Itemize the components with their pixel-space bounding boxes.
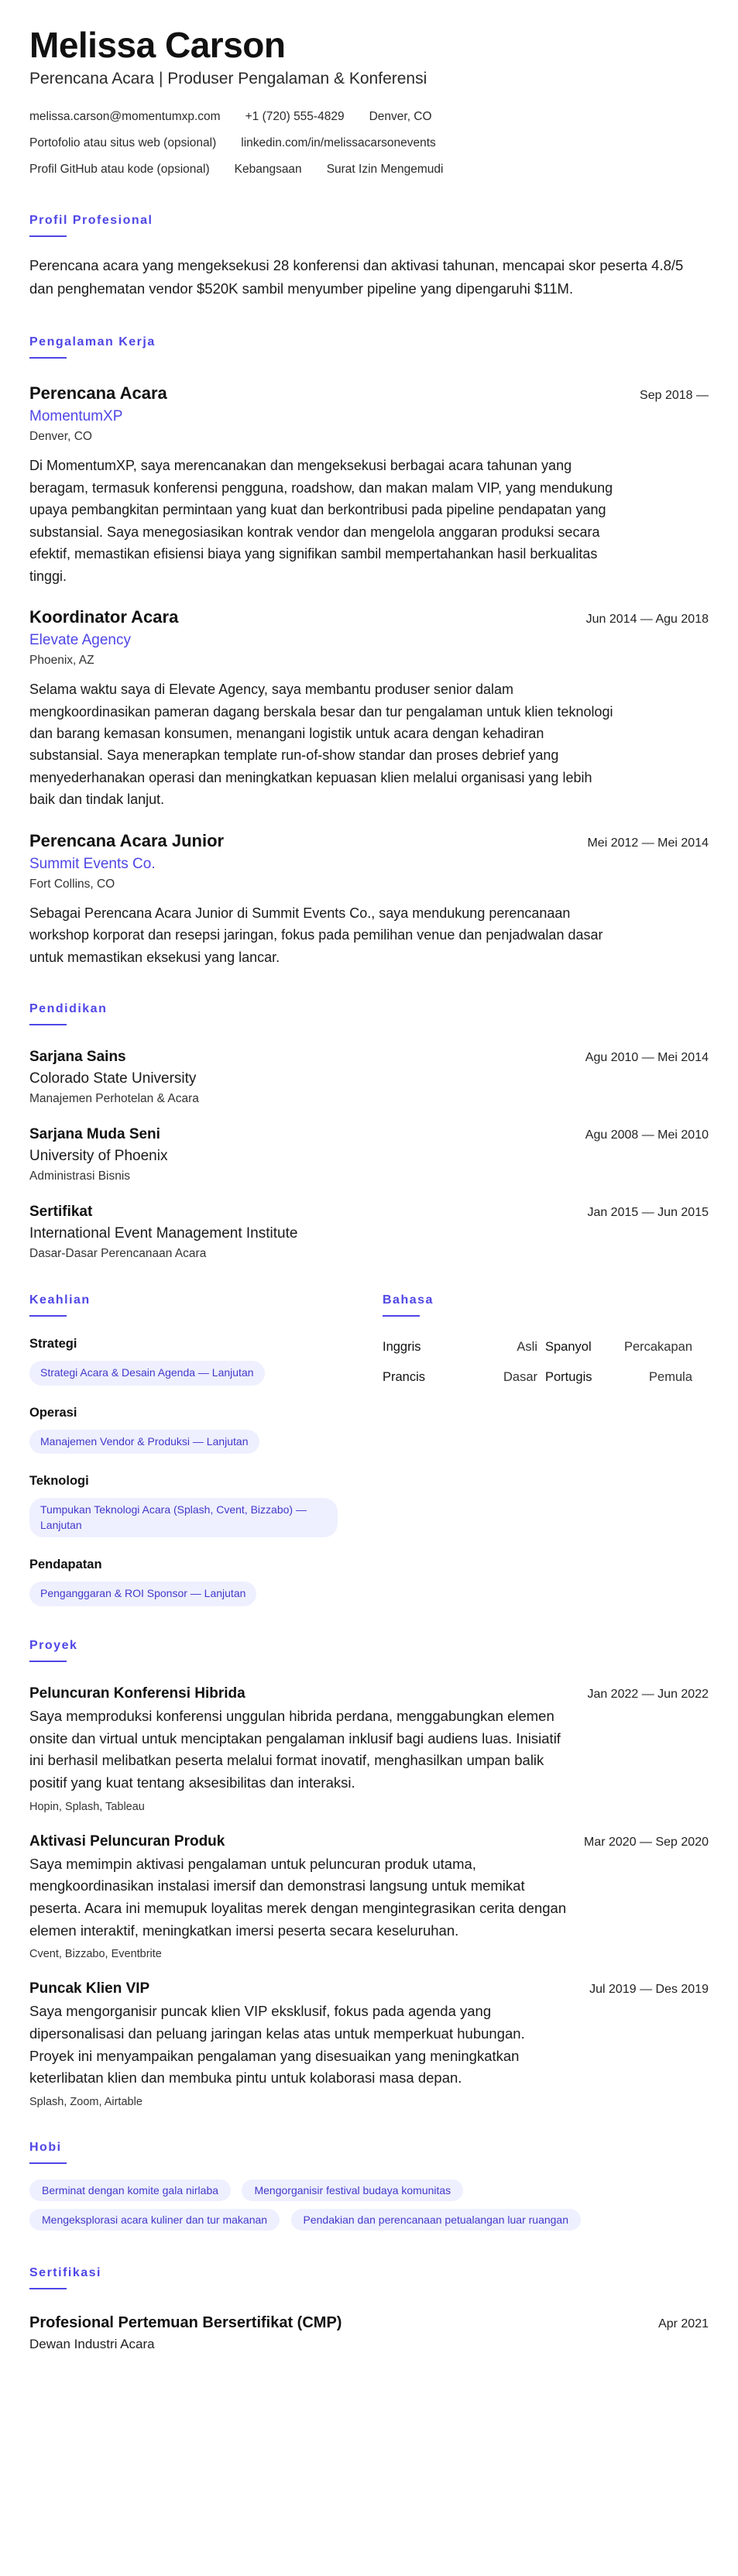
skills-section	[29, 1293, 355, 1606]
job-description: Sebagai Perencana Acara Junior di Summit Events Co., saya mendukung perencanaan workshop korporat dan resepsi jaringan, fokus pada pemilihan venue dan penjadwalan dasar untuk memastikan eksekusi yang lancar.	[29, 905, 603, 965]
project-description: Saya mengorganisir puncak klien VIP eksklusif, fokus pada agenda yang dipersonalisasi dan peluang jaringan kelas atas untuk memperkuat hubungan. Proyek ini menyampaikan pengalaman yang disesuaikan yang meningkatkan keterlibatan klien dan membuka pintu untuk kolaborasi masa depan.	[29, 2003, 525, 2087]
job-company: Elevate Agency	[29, 632, 131, 649]
job-entry	[29, 607, 709, 811]
hobby-chip: Mengorganisir festival budaya komunitas	[242, 2179, 463, 2201]
job-description: Di MomentumXP, saya merencanakan dan mengeksekusi berbagai acara tahunan yang beragam, termasuk konferensi pengguna, roadshow, dan makan malam VIP, yang mendukung upaya pembangkitan permintaan yang kuat dan berkontribusi pada pipeline pendapatan yang substansial. Saya menegosiasikan kontrak vendor dan mengelola anggaran produksi secara efektif, memastikan efisiensi biaya yang signifikan sambil mempertahankan hasil berkualitas tinggi.	[29, 458, 613, 584]
project-description: Saya memproduksi konferensi unggulan hibrida perdana, menggabungkan elemen onsite dan virtual untuk menciptakan pengalaman inklusif bagi audiens luas. Inisiatif ini berhasil melibatkan peserta melalui format inovatif, menghasilkan umpan balik positif yang kuat tentang aksesibilitas dan interaksi.	[29, 1708, 561, 1791]
language-name: Prancis	[383, 1370, 426, 1385]
section-divider	[29, 1315, 67, 1317]
experience-section	[29, 335, 709, 968]
certifications-heading: Sertifikasi	[29, 2266, 101, 2280]
hobby-chip: Mengeksplorasi acara kuliner dan tur makanan	[29, 2209, 280, 2231]
contact-row-2	[29, 136, 709, 150]
edu-degree: Sertifikat	[29, 1204, 93, 1221]
project-entry	[29, 1685, 709, 1813]
job-description: Selama waktu saya di Elevate Agency, saya membantu produser senior dalam mengkoordinasikan pameran dagang berskala besar dan tur pengalaman untuk klien teknologi dan barang kemasan konsumen, menangani logistik untuk acara dengan kehadiran substansial. Saya menerapkan template run-of-show standar dan proses debrief yang menyederhanakan operasi dan meningkatkan kepuasan klien melalui organisasi yang lebih baik dan tindak lanjut.	[29, 682, 613, 808]
language-level: Percakapan	[623, 1340, 692, 1355]
certifications-section	[29, 2266, 709, 2352]
project-dates: Mar 2020 — Sep 2020	[584, 1835, 709, 1849]
project-title: Peluncuran Konferensi Hibrida	[29, 1685, 245, 1702]
skills-languages-row	[29, 1293, 709, 1606]
project-dates: Jan 2022 — Jun 2022	[587, 1688, 709, 1702]
contact-nationality: Kebangsaan	[234, 163, 302, 177]
education-entry	[29, 1126, 709, 1183]
section-divider	[29, 357, 67, 359]
edu-dates: Agu 2008 — Mei 2010	[585, 1128, 709, 1142]
section-divider	[383, 1315, 420, 1317]
projects-heading: Proyek	[29, 1639, 78, 1653]
project-title: Puncak Klien VIP	[29, 1980, 150, 1997]
contact-linkedin[interactable]: linkedin.com/in/melissacarsonevents	[241, 136, 436, 150]
hobby-chip: Berminat dengan komite gala nirlaba	[29, 2179, 231, 2201]
skill-category: Pendapatan	[29, 1558, 102, 1572]
skill-category: Strategi	[29, 1337, 77, 1352]
skill-chip: Penganggaran & ROI Sponsor — Lanjutan	[29, 1582, 256, 1606]
hobby-chip: Pendakian dan perencanaan petualangan luar ruangan	[291, 2209, 582, 2231]
section-divider	[29, 2162, 67, 2164]
education-heading: Pendidikan	[29, 1002, 108, 1016]
contact-phone[interactable]: +1 (720) 555-4829	[245, 110, 345, 124]
project-entry	[29, 1833, 709, 1961]
section-divider	[29, 1661, 67, 1662]
skill-chip: Tumpukan Teknologi Acara (Splash, Cvent, Bizzabo) — Lanjutan	[29, 1498, 338, 1537]
project-dates: Jul 2019 — Des 2019	[589, 1983, 709, 1997]
project-tech: Splash, Zoom, Airtable	[29, 2096, 142, 2109]
job-location: Fort Collins, CO	[29, 877, 115, 891]
hobby-row	[29, 2179, 709, 2201]
summary-heading: Profil Profesional	[29, 214, 153, 228]
section-divider	[29, 2288, 67, 2289]
edu-field: Administrasi Bisnis	[29, 1170, 131, 1183]
project-entry	[29, 1980, 709, 2108]
contact-github[interactable]: Profil GitHub atau kode (opsional)	[29, 163, 210, 177]
skill-chip: Strategi Acara & Desain Agenda — Lanjutan	[29, 1361, 265, 1386]
edu-dates: Agu 2010 — Mei 2014	[585, 1051, 709, 1065]
candidate-title: Perencana Acara | Produser Pengalaman & Konferensi	[29, 70, 427, 88]
contact-portfolio[interactable]: Portofolio atau situs web (opsional)	[29, 136, 217, 150]
edu-school: Colorado State University	[29, 1070, 197, 1087]
job-company: Summit Events Co.	[29, 855, 156, 872]
project-description: Saya memimpin aktivasi pengalaman untuk peluncuran produk utama, mengkoordinasikan instalasi imersif dan demonstrasi langsung untuk memikat peserta. Acara ini memupuk loyalitas merek dengan mengintegrasikan cerita dengan elemen interaktif, meningkatkan imersi peserta secara keseluruhan.	[29, 1855, 567, 1939]
languages-grid	[383, 1340, 708, 1385]
hobbies-heading: Hobi	[29, 2141, 62, 2155]
contact-location: Denver, CO	[369, 110, 432, 124]
job-dates: Sep 2018 —	[640, 389, 709, 403]
education-entry	[29, 1049, 709, 1106]
language-name: Inggris	[383, 1340, 421, 1355]
summary-text: Perencana acara yang mengeksekusi 28 konferensi dan aktivasi tahunan, mencapai skor peserta 4.8/5 dan penghematan vendor $520K sambil menyumber pipeline yang dipengaruhi $11M.	[29, 257, 684, 297]
cert-title: Profesional Pertemuan Bersertifikat (CMP)	[29, 2314, 342, 2332]
languages-section	[383, 1293, 708, 1606]
skill-chip: Manajemen Vendor & Produksi — Lanjutan	[29, 1430, 259, 1455]
experience-heading: Pengalaman Kerja	[29, 335, 156, 349]
job-title: Perencana Acara	[29, 383, 167, 404]
edu-dates: Jan 2015 — Jun 2015	[587, 1206, 709, 1220]
cert-date: Apr 2021	[658, 2317, 709, 2331]
edu-school: International Event Management Institute	[29, 1225, 298, 1242]
job-location: Denver, CO	[29, 430, 92, 444]
job-dates: Jun 2014 — Agu 2018	[585, 613, 709, 627]
summary-section	[29, 214, 709, 300]
candidate-name: Melissa Carson	[29, 25, 286, 65]
hobby-row	[29, 2209, 709, 2231]
skill-category: Operasi	[29, 1405, 77, 1420]
job-title: Koordinator Acara	[29, 607, 179, 627]
job-company: MomentumXP	[29, 408, 123, 425]
job-entry	[29, 831, 709, 968]
cert-issuer: Dewan Industri Acara	[29, 2337, 155, 2352]
language-name: Spanyol	[545, 1340, 592, 1355]
section-divider	[29, 235, 67, 237]
project-tech: Cvent, Bizzabo, Eventbrite	[29, 1948, 162, 1961]
education-section	[29, 1002, 709, 1261]
section-divider	[29, 1024, 67, 1025]
contact-row-3	[29, 163, 709, 177]
projects-section	[29, 1639, 709, 2108]
language-level: Asli	[517, 1340, 537, 1355]
education-entry	[29, 1204, 709, 1261]
job-title: Perencana Acara Junior	[29, 830, 225, 850]
edu-degree: Sarjana Sains	[29, 1049, 126, 1066]
edu-field: Dasar-Dasar Perencanaan Acara	[29, 1247, 207, 1261]
skills-heading: Keahlian	[29, 1293, 91, 1307]
contact-email[interactable]: melissa.carson@momentumxp.com	[29, 110, 221, 124]
language-name: Portugis	[545, 1370, 592, 1385]
language-level: Pemula	[649, 1370, 692, 1385]
edu-field: Manajemen Perhotelan & Acara	[29, 1092, 199, 1106]
edu-degree: Sarjana Muda Seni	[29, 1126, 160, 1143]
language-level: Dasar	[503, 1370, 537, 1385]
job-location: Phoenix, AZ	[29, 654, 94, 668]
contact-row-1	[29, 110, 709, 124]
project-title: Aktivasi Peluncuran Produk	[29, 1832, 225, 1850]
skill-category: Teknologi	[29, 1474, 89, 1489]
contact-license: Surat Izin Mengemudi	[326, 163, 444, 177]
job-dates: Mei 2012 — Mei 2014	[587, 836, 709, 850]
project-tech: Hopin, Splash, Tableau	[29, 1800, 145, 1813]
hobbies-section	[29, 2141, 709, 2231]
certification-entry	[29, 2314, 709, 2352]
edu-school: University of Phoenix	[29, 1148, 168, 1165]
languages-heading: Bahasa	[383, 1293, 434, 1307]
job-entry	[29, 383, 709, 587]
